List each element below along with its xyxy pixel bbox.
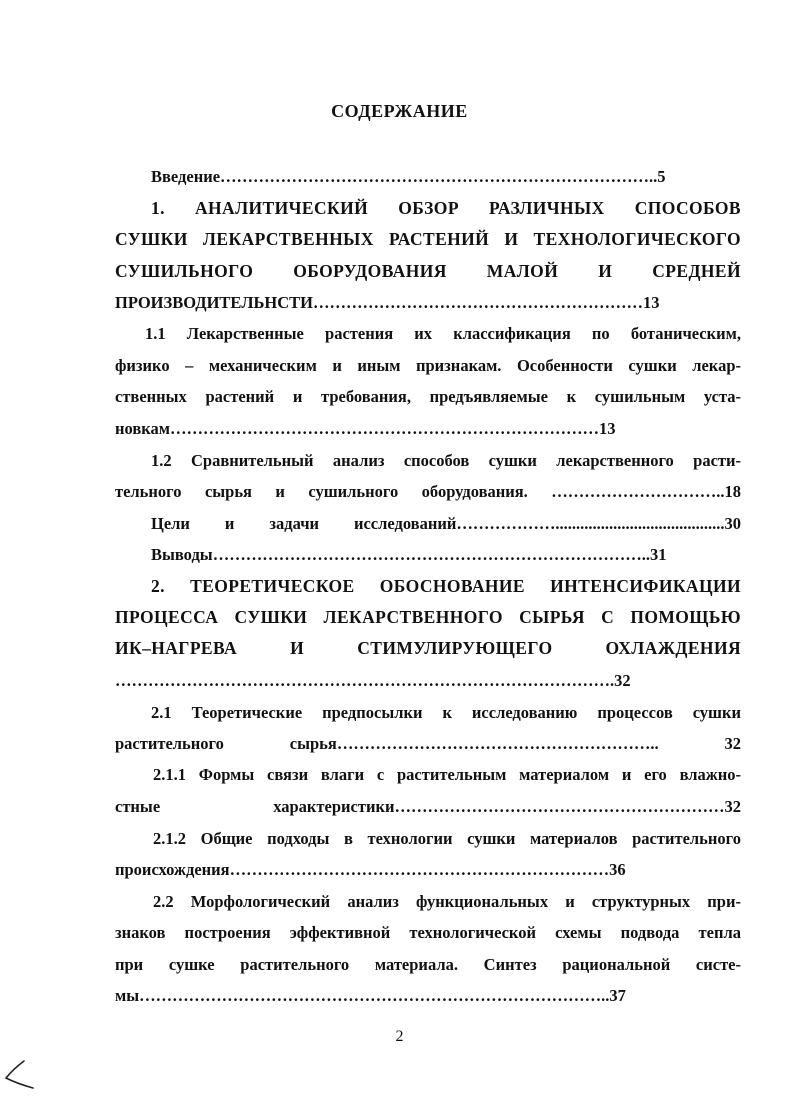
toc-line-ch1-d: ПРОИЗВОДИТЕЛЬНСТИ……………………………………………………13 (115, 293, 660, 312)
corner-scribble-mark (2, 1058, 38, 1092)
toc-line-2-1-a: 2.1 Теоретические предпосылки к исследованию процессов сушки (151, 703, 741, 722)
page-number: 2 (395, 1028, 404, 1045)
toc-line-ch2-a: 2. ТЕОРЕТИЧЕСКОЕ ОБОСНОВАНИЕ ИНТЕНСИФИКАЦИИ (151, 576, 741, 596)
toc-line-2-1-2-b: происхождения……………………………………………………………36 (115, 860, 626, 879)
toc-line-ch2-d: ……………………………………………………………………………….32 (115, 671, 631, 690)
toc-line-2-1-1-a: 2.1.1 Формы связи влаги с растительным материалом и его влажно- (153, 765, 741, 784)
toc-line-intro: Введение……………………………………………………………………..5 (151, 167, 666, 186)
toc-line-2-2-b: знаков построения эффективной технологической схемы подвода тепла (115, 923, 741, 942)
toc-line-ch2-b: ПРОЦЕССА СУШКИ ЛЕКАРСТВЕННОГО СЫРЬЯ С ПОМОЩЬЮ (115, 607, 741, 627)
toc-line-2-1-1-b: стные характеристики……………………………………………………32 (115, 797, 741, 816)
toc-line-ch1-b: СУШКИ ЛЕКАРСТВЕННЫХ РАСТЕНИЙ И ТЕХНОЛОГИЧЕСКОГО (115, 229, 741, 249)
toc-line-1-1-a: 1.1 Лекарственные растения их классификация по ботаническим, (145, 324, 741, 343)
toc-line-ch1-a: 1. АНАЛИТИЧЕСКИЙ ОБЗОР РАЗЛИЧНЫХ СПОСОБОВ (151, 198, 741, 218)
toc-line-conclusions: Выводы……………………………………………………………………..31 (151, 545, 667, 564)
toc-line-goals: Цели и задачи исследований……………….........................................30 (151, 514, 741, 533)
toc-line-1-2-a: 1.2 Сравнительный анализ способов сушки лекарственного расти- (151, 451, 741, 470)
toc-heading: СОДЕРЖАНИЕ (331, 101, 468, 121)
toc-line-1-1-d: новкам……………………………………………………………………13 (115, 419, 616, 438)
toc-line-1-1-b: физико – механическим и иным признакам. Особенности сушки лекар- (115, 356, 741, 375)
toc-line-ch1-c: СУШИЛЬНОГО ОБОРУДОВАНИЯ МАЛОЙ И СРЕДНЕЙ (115, 261, 741, 281)
toc-line-2-2-a: 2.2 Морфологический анализ функциональных и структурных при- (153, 892, 741, 911)
toc-line-ch2-c: ИК–НАГРЕВА И СТИМУЛИРУЮЩЕГО ОХЛАЖДЕНИЯ (115, 638, 741, 658)
toc-line-2-1-2-a: 2.1.2 Общие подходы в технологии сушки материалов растительного (153, 829, 741, 848)
toc-line-1-1-c: ственных растений и требования, предъявляемые к сушильным уста- (115, 387, 741, 406)
toc-line-1-2-b: тельного сырья и сушильного оборудования. …………………………..18 (115, 482, 741, 501)
toc-line-2-2-d: мы…………………………………………………………………………..37 (115, 986, 626, 1005)
toc-line-2-2-c: при сушке растительного материала. Синтез рациональной систе- (115, 955, 741, 974)
toc-line-2-1-b: растительного сырья………………………………………………….. 32 (115, 734, 741, 753)
